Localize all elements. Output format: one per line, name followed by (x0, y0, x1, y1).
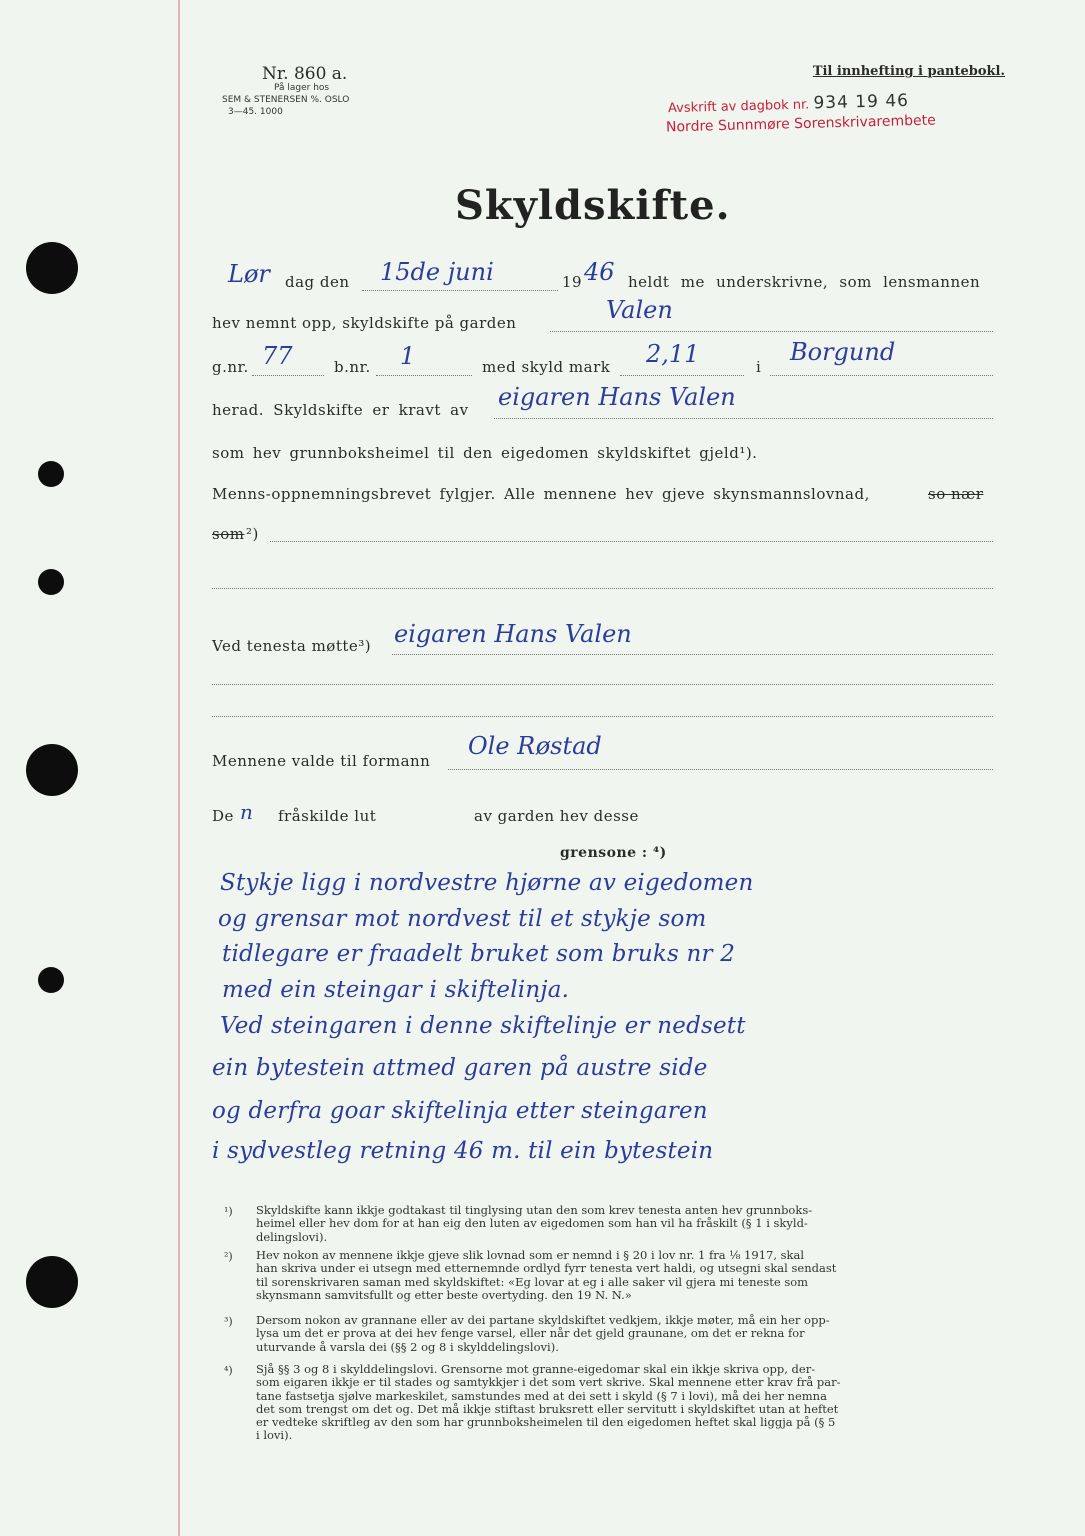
stamp-number: 934 19 46 (813, 90, 910, 114)
printed-text: i (756, 358, 762, 376)
footnote-line: Sjå §§ 3 og 8 i skylddelingslovi. Grensorne mot granne-eigedomar skal ein ikkje skriva opp, der- (256, 1362, 816, 1376)
footnote-line: Dersom nokon av grannane eller av dei partane skyldskiftet vedkjem, ikkje møter, må ein her opp- (256, 1313, 830, 1327)
fill-line (270, 541, 993, 542)
hw-boundary-line: ein bytestein attmed garen på austre side (212, 1055, 708, 1081)
footnote-line: lysa um det er prova at dei hev fenge varsel, eller når det gjeld graunane, om det er rekna for (256, 1326, 805, 1341)
fill-line (448, 769, 993, 770)
footnote-number: ³) (224, 1315, 233, 1328)
footnote-line: Hev nokon av mennene ikkje gjeve slik lovnad som er nemnd i § 20 i lov nr. 1 fra ⅛ 1917, skal (256, 1248, 805, 1262)
footnote-line: det som trengst om det og. Det må ikkje stiftast bruksrett eller servitutt i skyldskiftet utan at heftet (256, 1401, 839, 1416)
hw-herad: Borgund (790, 338, 896, 366)
hw-boundary-line: Stykje ligg i nordvestre hjørne av eigedomen (220, 870, 754, 896)
hw-date: 15de juni (380, 258, 494, 286)
footnote-line: tane fastsetja sjølve markeskilet, samstundes med at dei sett i skyld (§ 7 i lovi), må dei her nemna (256, 1388, 827, 1403)
binding-label: Til innhefting i pantebokl. (812, 64, 1005, 79)
hw-letter: n (240, 800, 253, 824)
binder-hole (26, 1256, 78, 1308)
footnote-3 (256, 1314, 1001, 1354)
fill-line (620, 375, 744, 376)
printed-text: Mennene valde til formann (212, 752, 431, 770)
margin-rule (178, 0, 180, 1536)
binder-hole (26, 242, 78, 294)
document-title: Skyldskifte. (455, 182, 731, 229)
struck-text: som (212, 525, 245, 543)
binder-hole (38, 461, 64, 487)
fill-line (494, 418, 993, 419)
footnote-line: skynsmann samvitsfullt og etter beste overtyding. den 19 N. N.» (256, 1287, 632, 1302)
fill-line (550, 331, 993, 332)
printed-text: Menns-oppnemningsbrevet fylgjer. Alle mennene hev gjeve skynsmannslovnad, (212, 485, 870, 503)
hw-boundary-line: med ein steingar i skiftelinja. (222, 977, 570, 1003)
footnote-line: er vedteke skriftleg av den som har grunnboksheimelen til den eigedomen heftet skal liggja på (§ 5 (256, 1415, 836, 1430)
footnote-line: som eigaren ikkje er til stades og samtykkjer i det som vert skrive. Skal mennene etter krav frå par- (256, 1375, 841, 1390)
footnote-line: i lovi). (256, 1428, 293, 1443)
fill-line (362, 290, 558, 291)
fill-line (212, 684, 993, 685)
binder-hole (26, 744, 78, 796)
fill-line (212, 588, 993, 589)
struck-text: so nær (928, 485, 984, 503)
hw-present: eigaren Hans Valen (394, 620, 632, 648)
printer-imprint (222, 82, 349, 118)
printed-text: herad. Skyldskifte er kravt av (212, 401, 469, 419)
hw-boundary-line: i sydvestleg retning 46 m. til ein bytestein (212, 1138, 714, 1164)
printed-text: dag den (285, 273, 350, 291)
footnote-line: heimel eller hev dom for at han eig den luten av eigedomen som han vil ha fråskilt (§ 1 i skyld- (256, 1216, 808, 1231)
printed-text: grensone : ⁴) (560, 845, 667, 861)
footnote-line: han skriva under ei utsegn med etternemnde ordlyd fyrr tenesta vert haldi, og utsegni skal sendast (256, 1261, 837, 1276)
footnote-number: ¹) (224, 1205, 233, 1218)
footnote-1 (256, 1204, 1001, 1244)
printed-text: hev nemnt opp, skyldskifte på garden (212, 314, 517, 332)
stamp-office: Nordre Sunnmøre Sorenskrivarembete (665, 112, 936, 136)
printed-text: som hev grunnboksheimel til den eigedomen skyldskiftet gjeld¹). (212, 444, 758, 462)
footnote-number: ²) (224, 1250, 233, 1263)
binder-hole (38, 967, 64, 993)
hw-boundary-line: og derfra goar skiftelinja etter steingaren (212, 1098, 708, 1124)
printer-line: SEM & STENERSEN %. OSLO (222, 95, 350, 105)
printer-line: 3—45. 1000 (228, 107, 283, 117)
hw-requested-by: eigaren Hans Valen (498, 383, 736, 411)
printer-line: På lager hos (274, 83, 330, 93)
printed-text: med skyld mark (482, 358, 611, 376)
hw-bnr: 1 (400, 342, 416, 370)
fill-line (392, 654, 993, 655)
printed-text: ²) (246, 525, 259, 543)
hw-weekday: Lør (228, 260, 270, 288)
hw-year: 46 (584, 258, 615, 286)
binder-hole (38, 569, 64, 595)
hw-gnr: 77 (262, 342, 293, 370)
footnote-4 (256, 1363, 1001, 1443)
fill-line (770, 375, 993, 376)
printed-text: b.nr. (334, 358, 371, 376)
hw-chairman: Ole Røstad (468, 732, 602, 760)
stamp-text: Avskrift av dagbok nr. (667, 97, 810, 117)
form-number: Nr. 860 a. (262, 64, 348, 84)
printed-text: heldt me underskrivne, som lensmannen (628, 273, 981, 291)
printed-text: De (212, 807, 234, 825)
hw-boundary-line: tidlegare er fraadelt bruket som bruks nr 2 (222, 941, 736, 967)
footnote-line: uturvande å varsla dei (§§ 2 og 8 i skylddelingslovi). (256, 1339, 559, 1354)
fill-line (212, 716, 993, 717)
printed-text: fråskilde lut (278, 807, 377, 825)
printed-text: Ved tenesta møtte³) (212, 637, 372, 655)
hw-skyld: 2,11 (646, 340, 700, 368)
footnote-line: delingslovi). (256, 1229, 328, 1244)
footnote-number: ⁴) (224, 1364, 233, 1377)
printed-text: g.nr. (212, 358, 249, 376)
printed-text: av garden hev desse (474, 807, 639, 825)
fill-line (252, 375, 324, 376)
fill-line (376, 375, 472, 376)
footnote-line: til sorenskrivaren saman med skyldskiftet: «Eg lovar at eg i alle saker vil gjera mi teneste som (256, 1274, 809, 1289)
printed-text: 19 (562, 273, 583, 291)
hw-farm-name: Valen (606, 296, 673, 324)
footnote-2 (256, 1249, 1001, 1302)
footnote-line: Skyldskifte kann ikkje godtakast til tinglysing utan den som krev tenesta anten hev grunnboks- (256, 1203, 813, 1217)
hw-boundary-line: Ved steingaren i denne skiftelinje er nedsett (220, 1013, 746, 1039)
hw-boundary-line: og grensar mot nordvest til et stykje som (218, 906, 707, 932)
